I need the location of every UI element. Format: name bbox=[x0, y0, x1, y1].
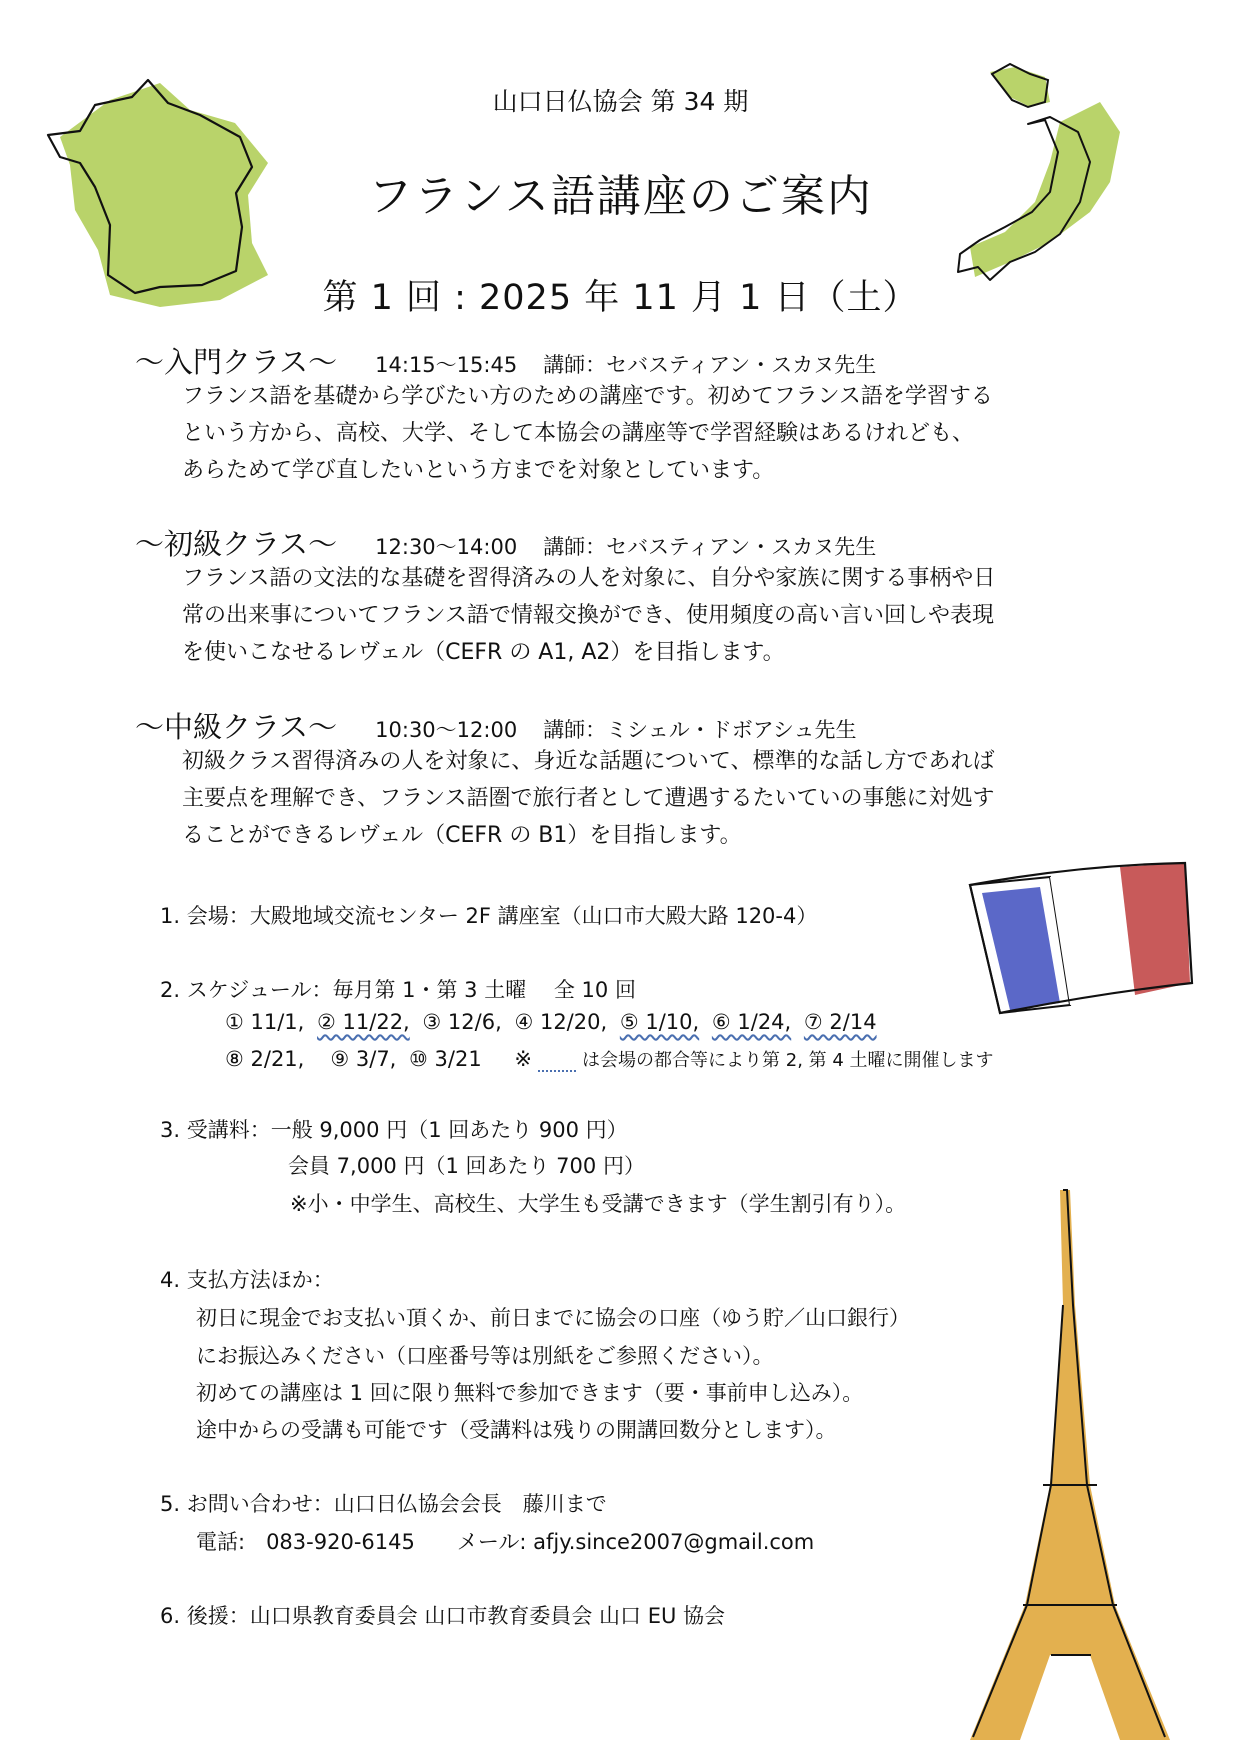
schedule-row-1 bbox=[225, 1010, 883, 1034]
payment-line: 初日に現金でお支払い頂くか、前日までに協会の口座（ゆう貯／山口銀行） bbox=[196, 1306, 910, 1330]
class-teacher: 講師：ミシェル・ドボアシュ先生 bbox=[543, 718, 857, 742]
class-name: ～初級クラス～ bbox=[135, 527, 338, 561]
payment-line: にお振込みください（口座番号等は別紙をご参照ください）。 bbox=[196, 1344, 774, 1368]
fee-member: 会員 7,000 円（1 回あたり 700 円） bbox=[288, 1154, 645, 1178]
class-time: 14:15～15:45 bbox=[375, 353, 518, 377]
class-time: 12:30～14:00 bbox=[375, 535, 518, 559]
schedule-date: ⑦ 2/14 bbox=[803, 1010, 877, 1034]
schedule-date: ④ 12/20, bbox=[514, 1010, 608, 1034]
class-intro-heading bbox=[135, 340, 876, 381]
page-title: フランス語講座のご案内 bbox=[368, 171, 873, 222]
schedule-date: ⑥ 1/24, bbox=[711, 1010, 792, 1034]
class-time: 10:30～12:00 bbox=[375, 718, 518, 742]
fee-general: 一般 9,000 円（1 回あたり 900 円） bbox=[270, 1118, 628, 1142]
contact-label: 5. お問い合わせ：山口日仏協会会長 藤川まで bbox=[160, 1492, 607, 1516]
class-intermediate-description: 初級クラス習得済みの人を対象に、身近な話題について、標準的な話し方であれば 主要点を理解でき、フランス語圏で旅行者として遭遇するたいていの事態に対処す ることができるレヴェル（CEFR の B1）を目指します。 bbox=[182, 749, 995, 848]
schedule-label: 2. スケジュール：毎月第 1・第 3 土曜 全 10 回 bbox=[160, 978, 636, 1002]
schedule-row-2 bbox=[225, 1046, 1000, 1072]
class-intro-description: フランス語を基礎から学びたい方のための講座です。初めてフランス語を学習する という方から、高校、大学、そして本協会の講座等で学習経験はあるけれども、 あらためて学び直したいという方までを対象としています。 bbox=[182, 384, 993, 483]
schedule-date: ⑨ 3/7, bbox=[330, 1047, 397, 1071]
contact-phone-email: 電話: 083-920-6145 メール: afjy.since2007@gmail.com bbox=[196, 1530, 815, 1554]
fees-label: 3. 受講料： bbox=[160, 1118, 271, 1142]
schedule-date: ② 11/22, bbox=[317, 1010, 410, 1034]
fee-student-note: ※小・中学生、高校生、大学生も受講できます（学生割引有り）。 bbox=[290, 1192, 907, 1216]
class-intermediate-heading bbox=[135, 705, 857, 746]
schedule-date: ① 11/1, bbox=[225, 1010, 305, 1034]
french-flag-illustration bbox=[960, 855, 1200, 1035]
wavy-underline-marker bbox=[538, 1052, 576, 1072]
class-name: ～入門クラス～ bbox=[135, 345, 338, 379]
support-info: 6. 後援：山口県教育委員会 山口市教育委員会 山口 EU 協会 bbox=[160, 1604, 726, 1628]
payment-line: 途中からの受講も可能です（受講料は残りの開講回数分とします）。 bbox=[196, 1418, 837, 1442]
payment-line: 初めての講座は 1 回に限り無料で参加できます（要・事前申し込み）。 bbox=[196, 1381, 864, 1405]
organization-heading: 山口日仏協会 第 34 期 bbox=[492, 87, 749, 116]
schedule-note-mark: ※ bbox=[514, 1047, 533, 1071]
schedule-date: ⑧ 2/21, bbox=[225, 1047, 305, 1071]
class-name: ～中級クラス～ bbox=[135, 710, 338, 744]
venue-info: 1. 会場：大殿地域交流センター 2F 講座室（山口市大殿大路 120-4） bbox=[160, 904, 818, 928]
class-beginner-description: フランス語の文法的な基礎を習得済みの人を対象に、自分や家族に関する事柄や日 常の出来事についてフランス語で情報交換ができ、使用頻度の高い言い回しや表現 を使いこなせるレヴェル（CEFR の A1, A2）を目指します。 bbox=[182, 566, 996, 665]
schedule-date: ③ 12/6, bbox=[422, 1010, 502, 1034]
payment-label: 4. 支払方法ほか： bbox=[160, 1268, 334, 1292]
eiffel-tower-illustration bbox=[955, 1185, 1185, 1750]
schedule-note: は会場の都合等により第 2, 第 4 土曜に開催します bbox=[582, 1050, 994, 1071]
class-beginner-heading bbox=[135, 522, 876, 563]
schedule-date: ⑩ 3/21 bbox=[409, 1047, 482, 1071]
fees-section bbox=[160, 1112, 628, 1148]
class-teacher: 講師：セバスティアン・スカヌ先生 bbox=[543, 353, 877, 377]
first-session-date: 第 1 回 : 2025 年 11 月 1 日（土） bbox=[322, 278, 919, 318]
schedule-date: ⑤ 1/10, bbox=[619, 1010, 700, 1034]
class-teacher: 講師：セバスティアン・スカヌ先生 bbox=[543, 535, 877, 559]
